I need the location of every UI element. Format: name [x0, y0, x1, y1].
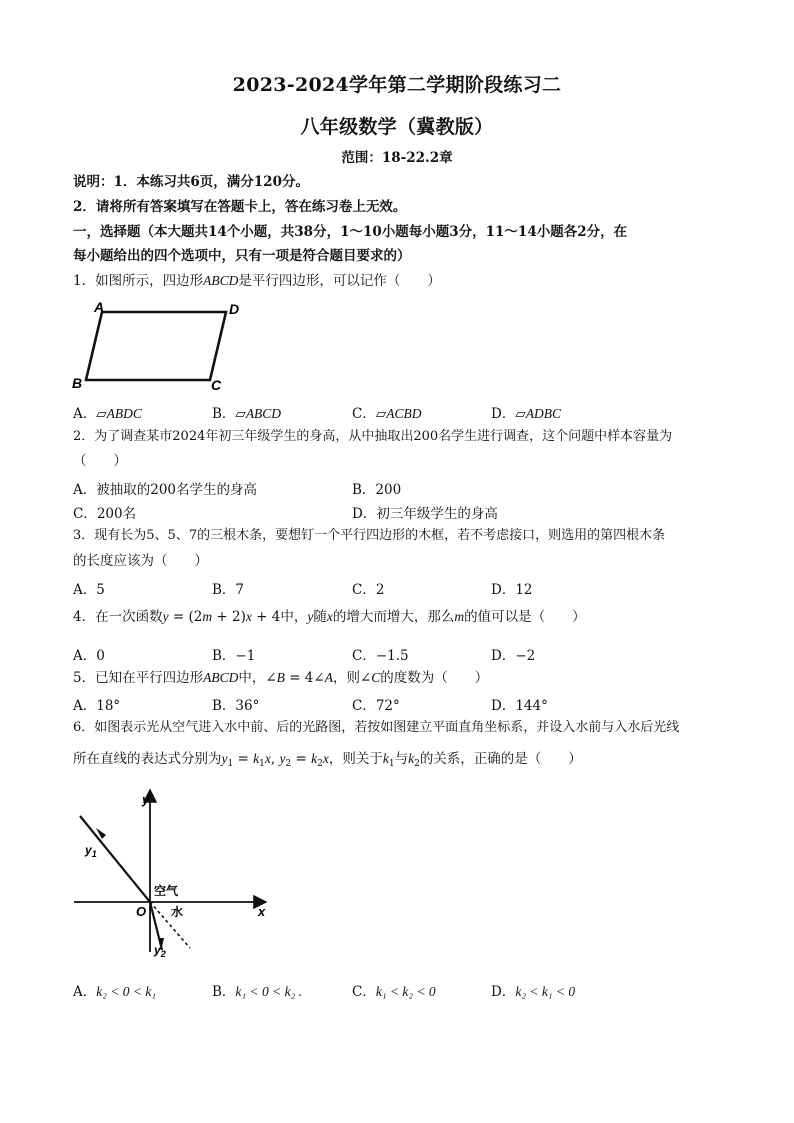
q3-option-c: C．2 — [352, 582, 385, 598]
vertex-label-c: C — [211, 377, 222, 393]
vertex-label-a: A — [94, 299, 105, 315]
q2-option-c: C．200名 — [73, 506, 137, 522]
q1-option-a: A．▱ABDC — [73, 406, 142, 422]
q1-post: 是平行四边形，可以记作（ ） — [238, 273, 441, 289]
q5-option-b: B．36° — [212, 698, 260, 714]
ray-y1-label: $y_1$ — [85, 843, 97, 859]
q1-option-b: B．▱ABCD — [212, 406, 282, 422]
q5-option-a: A．18° — [73, 698, 121, 714]
question-2-stem-line2: （ ） — [73, 453, 127, 469]
q3-option-a: A．5 — [73, 582, 105, 598]
page-title: 2023-2024学年第二学期阶段练习二 — [232, 74, 562, 96]
q2-option-b: B．200 — [352, 482, 402, 498]
q1-option-d: D．▱ADBC — [491, 406, 561, 422]
vertex-label-d: D — [229, 301, 240, 317]
section-heading-line1: 一，选择题（本大题共14个小题，共38分，1～10小题每小题3分，11～14小题各2分，在 — [73, 224, 628, 240]
question-6-stem-line2: 所在直线的表达式分别为$y_1 = k_1x$, $y_2 = k_2x$，则关于$k_1$与$k_2$的关系，正确的是（ ） — [73, 751, 582, 769]
q2-option-a: A．被抽取的200名学生的身高 — [73, 482, 258, 498]
note-2: 2．请将所有答案填写在答题卡上，答在练习卷上无效。 — [73, 199, 407, 215]
q2-option-d: D．初三年级学生的身高 — [352, 506, 498, 522]
question-2-stem-line1: 2．为了调查某市2024年初三年级学生的身高，从中抽取出200名学生进行调查，这个问题中样本容量为 — [73, 429, 673, 444]
x-axis-label: x — [258, 904, 266, 919]
q6-option-c: C．k₁ < k₂ < 0 — [352, 984, 436, 1000]
origin-label: O — [136, 904, 147, 919]
question-1-stem — [73, 272, 441, 290]
vertex-label-b: B — [72, 375, 83, 391]
q3-option-b: B．7 — [212, 582, 245, 598]
q5-option-c: C．72° — [352, 698, 400, 714]
q6-option-b: B．k₁ < 0 < k₂ . — [212, 984, 303, 1000]
air-label: 空气 — [154, 884, 179, 898]
question-6-stem-line1: 6．如图表示光从空气进入水中前、后的光路图，若按如图建立平面直角坐标系，并设入水前与入水后光线 — [73, 720, 680, 735]
q5-option-d: D．144° — [491, 698, 548, 714]
water-label: 水 — [171, 905, 184, 919]
page-subtitle: 八年级数学（冀教版） — [300, 116, 494, 138]
parallelogram-shape — [86, 312, 226, 380]
question-5-stem: 5．已知在平行四边形ABCD中，∠B = 4∠A，则∠C的度数为（ ） — [73, 670, 489, 686]
q4-option-a: A．0 — [73, 648, 105, 664]
q1-pre: 1．如图所示，四边形 — [73, 273, 204, 289]
question-4-stem: 4．在一次函数y = (2m + 2)x + 4中，y随x的增大而增大，那么m的值可以是（ ） — [73, 609, 586, 625]
question-3-stem-line1: 3．现有长为5、5、7的三根木条，要想钉一个平行四边形的木框，若不考虑接口，则选用的第四根木条 — [73, 528, 666, 543]
incident-ray — [80, 816, 150, 902]
parallelogram-figure — [70, 298, 260, 398]
ray-y2-label: $y_2$ — [154, 943, 166, 959]
section-heading-line2: 每小题给出的四个选项中，只有一项是符合题目要求的） — [73, 248, 411, 264]
q1-shape-name: ABCD — [203, 273, 239, 288]
scope-line: 范围：18-22.2章 — [341, 150, 453, 166]
note-1: 说明：1．本练习共6页，满分120分。 — [73, 174, 309, 190]
q4-option-c: C．−1.5 — [352, 648, 409, 664]
question-3-stem-line2: 的长度应该为（ ） — [73, 553, 208, 569]
q3-option-d: D．12 — [491, 582, 533, 598]
q1-option-c: C．▱ACBD — [352, 406, 422, 422]
y-axis-label: y — [142, 792, 150, 807]
q6-option-d: D．k₂ < k₁ < 0 — [491, 984, 576, 1000]
light-refraction-figure — [68, 782, 278, 962]
q4-option-b: B．−1 — [212, 648, 256, 664]
q6-option-a: A．k₂ < 0 < k₁ — [73, 984, 157, 1000]
q4-option-d: D．−2 — [491, 648, 536, 664]
